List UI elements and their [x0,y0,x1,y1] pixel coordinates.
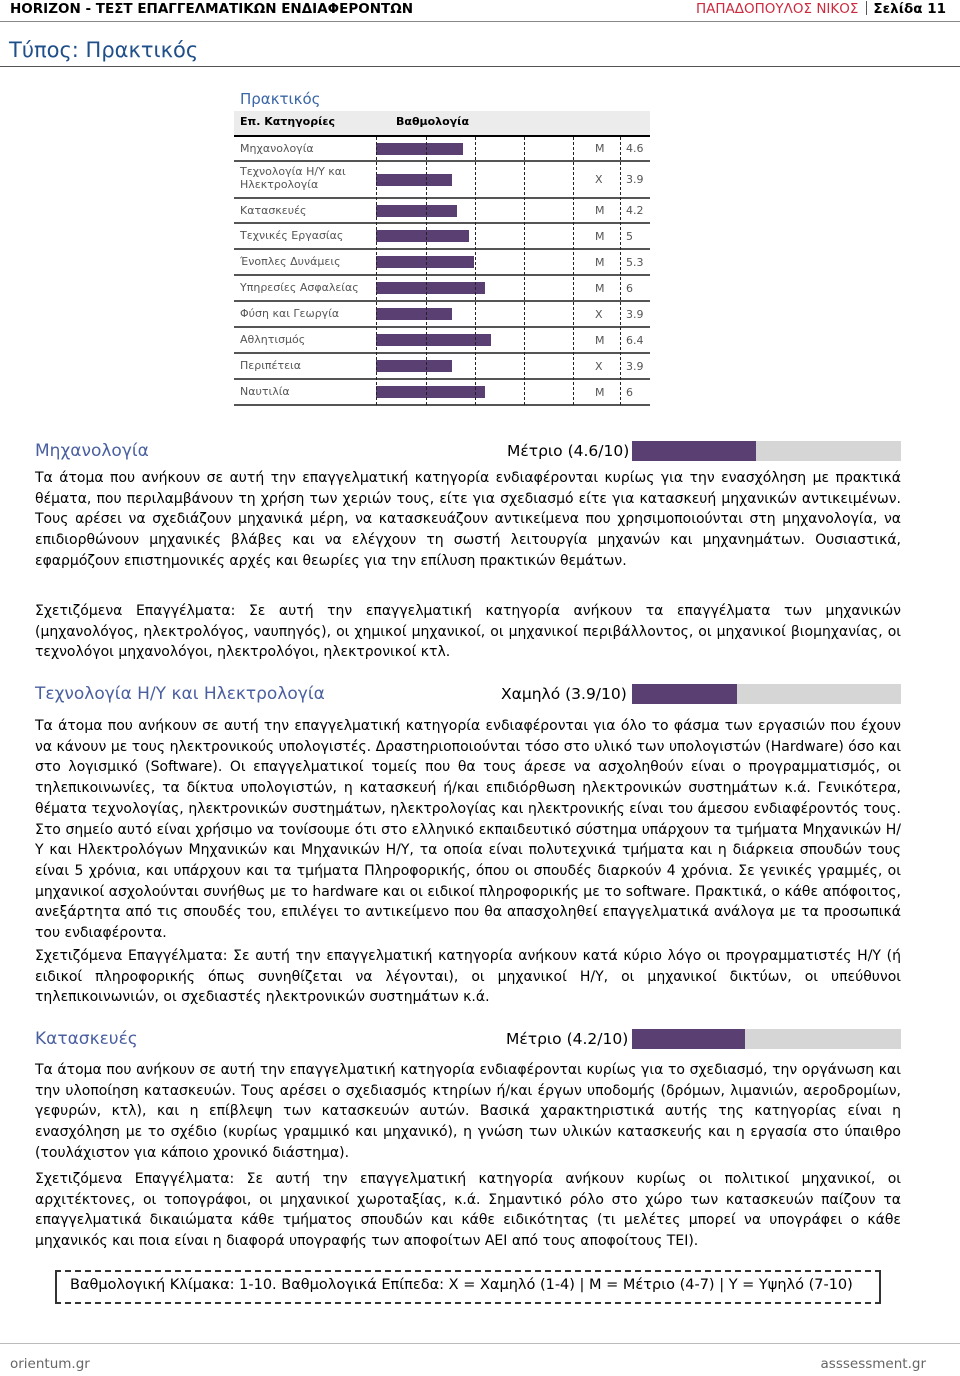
chart-row-value: 3.9 [626,173,644,186]
chart-row-label-line: Ναυτιλία [240,385,290,398]
chart-row-label [240,229,343,242]
score-legend [55,1270,881,1304]
chart-row-label [240,165,346,191]
report-title: HORIZON - ΤΕΣΤ ΕΠΑΓΓΕΛΜΑΤΙΚΩΝ ΕΝΔΙΑΦΕΡΟΝΤΩΝ [10,1,414,17]
chart-row-value: 3.9 [626,308,644,321]
section-description: Τα άτομα που ανήκουν σε αυτή την επαγγελματική κατηγορία ενδιαφέρονται κυρίως για το σχεδιασμό, την οργάνωση και την υλοποίηση κατασκευών. Τους αρέσει ο σχεδιασμός κτηρίων ή/και έργων υποδομής (δρόμων, λιμανιών, αεροδρομίων, γεφυρών, κτλ), και η επίβλεψη των κατασκευών αυτών. Βασικά χαρακτηριστικά αυτής της κατηγορίας είναι η ενασχόληση με το σχέδιο (κυρίως γραμμικό και μηχανικό), η γνώση των υλικών κατασκευής και η εργασία στο ύπαιθρο (τουλάχιστον για κάποιο χρονικό διάστημα). [35,1062,901,1161]
footer-left-site: orientum.gr [10,1356,90,1372]
chart-row [234,250,650,276]
chart-bar [376,256,474,268]
chart-bar [376,174,452,186]
chart-row-label-line: Φύση και Γεωργία [240,307,340,320]
chart-row-level: Μ [595,204,605,217]
header-rule [0,21,960,22]
chart-row-label [240,281,359,294]
chart-grid-line [426,137,427,405]
chart-row-label [240,142,314,155]
section-description: Τα άτομα που ανήκουν σε αυτή την επαγγελματική κατηγορία ενδιαφέρονται για όλο το φάσμα των εργασιών που έχουν να κάνουν με τους ηλεκτρονικούς υπολογιστές. Δραστηριοποιούνται τόσο στο υλικό των υπολογιστών (Hardware) όσο και στο λογισμικό (Software). Οι επαγγελματικοί τομείς που θα τους άρεσε να ασχοληθούν είναι ο προγραμματισμός, οι τηλεπικοινωνίες, τα δίκτυα υπολογιστών, η κατασκευή ή/και επιδιόρθωση ηλεκτρονικών συστημάτων κ.ά. Γενικότερα, θέματα τεχνολογίας, ηλεκτρονικών συστημάτων, ηλεκτρολογίας και ηλεκτρονικής είναι του άμεσου ενδιαφέροντός τους. Στο σημείο αυτό είναι χρήσιμο να τονίσουμε ότι στο ελληνικό εκπαιδευτικό σύστημα υπάρχουν τα τμήματα Μηχανικών Η/Υ και Ηλεκτρολόγων Μηχανικών και Μηχανικών Η/Υ, τα οποία είναι πολυτεχνικά τμήματα και η διάρκεια σπουδών τους είναι 5 χρόνια, και υπάρχουν και τα τμήματα Πληροφορικής, όπου οι σπουδές διαρκούν 4 χρόνια. Σε γενικές γραμμές, οι μηχανικοί ασχολούνται συνήθως με το hardware και οι ειδικοί πληροφορικής με το software. Πρακτικά, ο κάθε απόφοιτος, ανεξάρτητα από τις σπουδές του, επιλέγει το αντικείμενο που θα απασχοληθεί επαγγελματικά ανάλογα με τα προσωπικά του ενδιαφέροντα. [35,718,901,942]
chart-row-label-line: Ένοπλες Δυνάμεις [240,255,341,268]
legend-text: Βαθμολογική Κλίμακα: 1-10. Βαθμολογικά Επίπεδα: Χ = Χαμηλό (1-4) | Μ = Μέτριο (4-7) | Υ = Υψηλό (7-10) [70,1277,853,1293]
chart-row-level: Μ [595,230,605,243]
chart-col-category: Επ. Κατηγορίες [240,115,336,128]
type-title: Τύπος: Πρακτικός [9,38,199,62]
chart-col-score: Βαθμολογία [396,115,470,128]
footer-rule [0,1343,960,1344]
chart-title: Πρακτικός [240,90,321,108]
chart-grid-line [376,137,377,405]
chart-row [234,137,650,162]
footer-right-site: asssessment.gr [820,1356,926,1372]
chart-row-level: Χ [595,360,603,373]
chart-row-label-line: Μηχανολογία [240,142,314,155]
section-title: Μηχανολογία [35,441,149,461]
chart-bar [376,308,452,320]
chart-row-value: 6 [626,386,633,399]
chart-bar [376,205,457,217]
chart-grid-line [475,137,476,405]
chart-row-value: 3.9 [626,360,644,373]
chart-row-label-line: Τεχνολογία Η/Υ και [240,165,346,178]
chart-row-label [240,255,341,268]
chart-row-label [240,359,301,372]
chart-bar [376,386,485,398]
chart-row-value: 4.2 [626,204,644,217]
chart-bar [376,282,485,294]
chart-row-label-line: Αθλητισμός [240,333,306,346]
chart-bar [376,143,463,155]
chart-row-label-line: Περιπέτεια [240,359,302,372]
type-rule [0,66,960,67]
chart-row-label-line: Υπηρεσίες Ασφαλείας [240,281,359,294]
chart-row-value: 6 [626,282,633,295]
chart-row [234,199,650,224]
section-score-bar [632,684,901,704]
chart-row [234,162,650,199]
chart-row-value: 5.3 [626,256,644,269]
chart-bar [376,360,452,372]
section-score-bar-fill [632,1029,745,1049]
chart-row [234,354,650,380]
chart-row-level: Μ [595,334,605,347]
page-number: Σελίδα 11 [873,1,946,17]
header-separator [866,1,867,15]
section-related-jobs: Σχετιζόμενα Επαγγέλματα: Σε αυτή την επαγγελματική κατηγορία ανήκουν κυρίως οι πολιτικοί μηχανικοί, οι αρχιτέκτονες, οι τοπογράφοι, οι μηχανικοί χωροταξίας, κ.ά. Σημαντικό ρόλο στο χώρο των κατασκευών παίζουν τα επαγγελματικά δικαιώματα κάθε τμήματος σπουδών και κάθε ειδικότητας (τι μελέτες μπορεί να υπογράφει ο κάθε μηχανικός και ποια είναι η διαφορά υπογραφής των αποφοίτων ΑΕΙ από τους αποφοίτους ΤΕΙ). [35,1171,901,1250]
chart-row-label-line: Κατασκευές [240,204,307,217]
section-score-bar-fill [632,441,756,461]
chart-row-level: Μ [595,386,605,399]
section-score-bar-fill [632,684,737,704]
chart-grid-line [573,137,574,405]
chart-row-value: 6.4 [626,334,644,347]
chart-row [234,224,650,250]
legend-border-right [879,1272,881,1302]
section-title: Κατασκευές [35,1029,138,1049]
header-right [696,1,946,17]
chart-row [234,276,650,302]
section-related-jobs: Σχετιζόμενα Επαγγέλματα: Σε αυτή την επαγγελματική κατηγορία ανήκουν κατά κύριο λόγο οι προγραμματιστές Η/Υ (ή ειδικοί πληροφορικής όπως συνηθίζεται να λέγονται), οι μηχανικοί Η/Υ, οι μηχανικοί δικτύων, οι υπεύθυνοι τηλεπικοινωνιών, οι σχεδιαστές ηλεκτρονικών συστημάτων κ.ά. [35,948,901,1006]
chart-bar [376,334,491,346]
chart-row-label-line: Τεχνικές Εργασίας [240,229,344,242]
section-score-label: Μέτριο (4.2/10) [506,1030,629,1048]
section-score-label: Χαμηλό (3.9/10) [501,685,627,703]
chart-row-level: Μ [595,142,605,155]
candidate-name: ΠΑΠΑΔΟΠΟΥΛΟΣ ΝΙΚΟΣ [695,1,859,17]
chart-row-label [240,204,307,217]
chart-row-value: 4.6 [626,142,644,155]
chart-row-level: Χ [595,173,603,186]
chart-row [234,380,650,406]
chart-row-label [240,307,339,320]
chart-row [234,328,650,354]
section-description: Τα άτομα που ανήκουν σε αυτή την επαγγελματική κατηγορία ενδιαφέρονται κυρίως για την ενασχόληση με πρακτικά θέματα, που περιλαμβάνουν τη χρήση των χεριών τους, είτε για σχεδιασμό είτε για κατασκευή μηχανικών αντικειμένων. Τους αρέσει να σχεδιάζουν μηχανικά μέρη, να κατασκευάζουν αντικείμενα που χρησιμοποιούνται στη μηχανολογία, να επιδιορθώνουν μηχανικές βλάβες και να ελέγχουν τη σωστή λειτουργία μηχανών και μηχανημάτων. Ουσιαστικά, εφαρμόζουν επιστημονικές αρχές και θεωρίες για την επίλυση πρακτικών θεμάτων. [35,470,901,569]
chart-row-label [240,385,290,398]
chart-bar [376,230,469,242]
chart-row-value: 5 [626,230,633,243]
section-score-label: Μέτριο (4.6/10) [507,442,630,460]
chart-row-level: Χ [595,308,603,321]
chart-grid-line [620,137,621,405]
section-title: Τεχνολογία Η/Υ και Ηλεκτρολογία [35,684,325,704]
chart-row-label [240,333,305,346]
chart-row-level: Μ [595,256,605,269]
section-related-jobs: Σχετιζόμενα Επαγγέλματα: Σε αυτή την επαγγελματική κατηγορία ανήκουν τα επαγγέλματα των μηχανικών (μηχανολόγος, ηλεκτρολόγος, ναυπηγός), οι χημικοί μηχανικοί, οι μηχανικοί περιβάλλοντος, οι μηχανικοί βιομηχανίας, οι τεχνολόγοι μηχανολόγοι, ηλεκτρολόγοι, ηλεκτρονικοί κτλ. [35,603,901,661]
chart-row [234,302,650,328]
section-score-bar [632,1029,901,1049]
chart-grid-line [524,137,525,405]
legend-border-left [55,1272,57,1302]
section-score-bar [632,441,901,461]
chart-header [234,111,650,137]
chart-row-label-line: Ηλεκτρολογία [240,178,319,191]
chart-row-level: Μ [595,282,605,295]
